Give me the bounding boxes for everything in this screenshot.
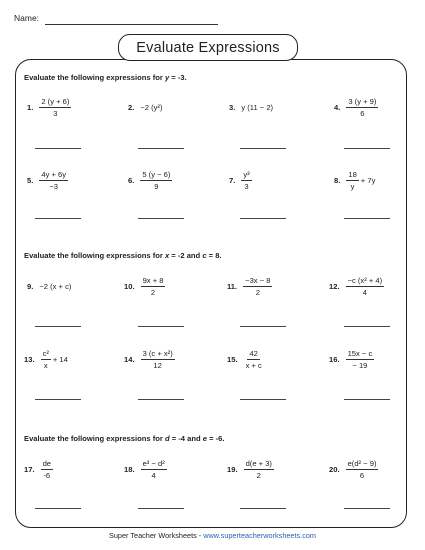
instruction-section-3 — [24, 434, 224, 443]
answer-line[interactable] — [138, 508, 184, 509]
problem-number: 10. — [124, 282, 135, 291]
problem-number: 9. — [27, 282, 34, 291]
answer-line[interactable] — [138, 148, 184, 149]
problem-number: 3. — [229, 103, 236, 112]
fraction — [141, 276, 166, 297]
problem-6 — [128, 170, 172, 191]
problem-8 — [334, 170, 375, 191]
numerator: 42 — [249, 349, 258, 358]
denominator: -6 — [43, 471, 51, 480]
name-label: Name: — [14, 13, 40, 23]
fraction — [241, 170, 251, 191]
footer — [0, 531, 425, 540]
problem-9 — [27, 282, 71, 291]
answer-line[interactable] — [138, 399, 184, 400]
problem-16 — [329, 349, 374, 370]
answer-line[interactable] — [344, 326, 390, 327]
denominator: 3 — [244, 182, 249, 191]
problem-19 — [227, 459, 274, 480]
problem-number: 17. — [24, 465, 35, 474]
instruction-variable: e — [202, 434, 207, 443]
denominator: 4 — [151, 471, 156, 480]
problem-13 — [24, 349, 68, 370]
denominator: 2 — [256, 471, 261, 480]
fraction — [346, 459, 379, 480]
answer-line[interactable] — [240, 508, 286, 509]
problem-number: 11. — [227, 282, 238, 291]
fraction — [346, 349, 375, 370]
answer-line[interactable] — [35, 326, 81, 327]
expression: −2 (y²) — [140, 103, 163, 112]
problem-10 — [124, 276, 165, 297]
instruction-variable: d — [164, 434, 170, 443]
instruction-variable: y — [164, 73, 170, 82]
answer-line[interactable] — [138, 218, 184, 219]
answer-line[interactable] — [240, 148, 286, 149]
footer-link[interactable]: www.superteacherworksheets.com — [203, 531, 316, 540]
problem-4 — [334, 97, 378, 118]
instruction-text: = -2 and — [169, 251, 203, 260]
numerator: 2 (y + 6) — [41, 97, 70, 106]
numerator: e³ − d² — [142, 459, 165, 468]
expression: −2 (x + c) — [39, 282, 72, 291]
problem-12 — [329, 276, 384, 297]
problem-number: 13. — [24, 355, 35, 364]
problem-18 — [124, 459, 167, 480]
numerator: −c (x² + 4) — [347, 276, 383, 285]
answer-line[interactable] — [344, 399, 390, 400]
instruction-section-2 — [24, 251, 222, 260]
problem-3 — [229, 103, 273, 112]
numerator: e(d² − 9) — [347, 459, 377, 468]
instruction-text: = 8. — [206, 251, 222, 260]
problem-number: 14. — [124, 355, 135, 364]
instruction-variable: c — [202, 251, 207, 260]
fraction — [141, 349, 175, 370]
fraction — [141, 459, 167, 480]
answer-line[interactable] — [35, 399, 81, 400]
denominator: 2 — [255, 288, 260, 297]
instruction-text: Evaluate the following expressions for — [24, 73, 165, 82]
numerator: d(e + 3) — [245, 459, 272, 468]
problem-number: 8. — [334, 176, 341, 185]
answer-line[interactable] — [35, 218, 81, 219]
problem-1 — [27, 97, 71, 118]
instruction-text: Evaluate the following expressions for — [24, 434, 165, 443]
expression-suffix: + 7y — [360, 176, 376, 185]
fraction — [346, 276, 385, 297]
answer-line[interactable] — [138, 326, 184, 327]
problem-number: 4. — [334, 103, 341, 112]
answer-line[interactable] — [344, 508, 390, 509]
denominator: 9 — [154, 182, 159, 191]
fraction — [140, 170, 172, 191]
numerator: 4y + 6y — [41, 170, 67, 179]
instruction-text: = -3. — [169, 73, 187, 82]
problem-number: 2. — [128, 103, 135, 112]
problem-number: 1. — [27, 103, 34, 112]
name-answer-line[interactable] — [45, 24, 218, 25]
answer-line[interactable] — [35, 508, 81, 509]
fraction — [244, 459, 274, 480]
numerator: 5 (y − 6) — [142, 170, 171, 179]
numerator: −3x − 8 — [245, 276, 271, 285]
numerator: 15x − c — [347, 349, 373, 358]
expression-suffix: + 14 — [52, 355, 68, 364]
fraction — [39, 97, 71, 118]
denominator: 3 — [53, 109, 58, 118]
problem-17 — [24, 459, 53, 480]
fraction — [39, 170, 68, 191]
expression: y (11 − 2) — [241, 103, 274, 112]
problem-number: 15. — [227, 355, 238, 364]
denominator: 6 — [359, 471, 365, 480]
problem-number: 5. — [27, 176, 34, 185]
problem-15 — [227, 349, 264, 370]
denominator: 12 — [153, 361, 162, 370]
problem-5 — [27, 170, 68, 191]
fraction — [346, 170, 358, 191]
problem-number: 19. — [227, 465, 238, 474]
problem-number: 7. — [229, 176, 236, 185]
answer-line[interactable] — [344, 148, 390, 149]
problem-2 — [128, 103, 163, 112]
fraction — [41, 459, 53, 480]
denominator: x + c — [245, 361, 262, 370]
denominator: 6 — [360, 109, 365, 118]
numerator: de — [42, 459, 52, 468]
denominator: y — [350, 182, 355, 191]
answer-line[interactable] — [240, 218, 286, 219]
fraction — [346, 97, 378, 118]
problem-number: 20. — [329, 465, 340, 474]
fraction — [41, 349, 51, 370]
problem-14 — [124, 349, 175, 370]
fraction — [244, 349, 264, 370]
instruction-text: = -4 and — [169, 434, 203, 443]
numerator: 18 — [348, 170, 357, 179]
problem-11 — [227, 276, 272, 297]
answer-line[interactable] — [344, 218, 390, 219]
fraction — [243, 276, 272, 297]
denominator: − 19 — [352, 361, 368, 370]
answer-line[interactable] — [240, 399, 286, 400]
footer-text: Super Teacher Worksheets - — [109, 531, 204, 540]
problem-number: 18. — [124, 465, 135, 474]
numerator: 9x + 8 — [142, 276, 164, 285]
denominator: 4 — [362, 288, 367, 297]
problem-number: 6. — [128, 176, 135, 185]
answer-line[interactable] — [240, 326, 286, 327]
problem-7 — [229, 170, 252, 191]
numerator: y³ — [243, 170, 250, 179]
denominator: −3 — [49, 182, 59, 191]
instruction-text: Evaluate the following expressions for — [24, 251, 165, 260]
numerator: 3 (c + x²) — [142, 349, 173, 358]
problem-number: 16. — [329, 355, 340, 364]
instruction-section-1 — [24, 73, 187, 82]
instruction-variable: x — [164, 251, 170, 260]
problem-20 — [329, 459, 378, 480]
numerator: c² — [42, 349, 49, 358]
answer-line[interactable] — [35, 148, 81, 149]
instruction-text: = -6. — [206, 434, 225, 443]
numerator: 3 (y + 9) — [348, 97, 377, 106]
denominator: x — [43, 361, 48, 370]
denominator: 2 — [150, 288, 156, 297]
problem-number: 12. — [329, 282, 340, 291]
page-title: Evaluate Expressions — [118, 34, 298, 61]
